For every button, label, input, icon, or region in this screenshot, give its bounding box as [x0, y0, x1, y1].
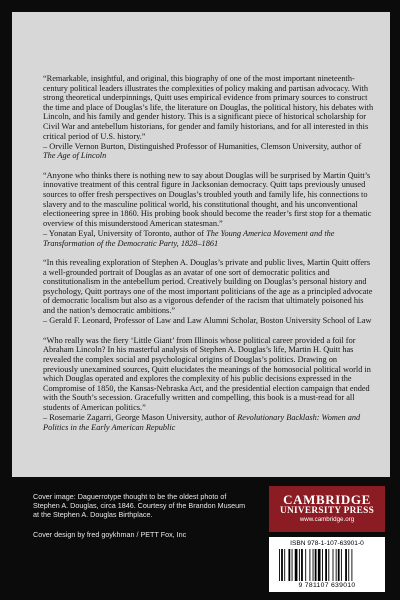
- barcode-number: 9 781107 639010: [298, 582, 356, 589]
- barcode-box: [269, 537, 385, 592]
- blurb-attribution: – Orville Vernon Burton, Distinguished Professor of Humanities, Clemson University, author of The Age of Lincoln: [43, 141, 362, 161]
- blurb-attribution: – Rosemarie Zagarri, George Mason University, author of Revolutionary Backlash: Women and Politics in the Early American Republic: [43, 413, 361, 432]
- blurb-text: “Who really was the fiery ‘Little Giant’ from Illinois whose political career provided a foil for Abraham Lincoln? In his masterful analysis of Stephen A. Douglas’s life, Martin H. Quitt has revealed the complex social and psychological origins of Douglas’s politics. Drawing on previously unexamined sources, Quitt elucidates the meanings of the homosocial political world in which Douglas operated and explores the complexity of his public decisions expressed in the Compromise of 1850, the Kansas-Nebraska Act, and the presidential election campaign that ended with the South’s secession. Gracefully written and compelling, this book is a must-read for all students of American politics.”: [43, 335, 371, 412]
- barcode-icon: [277, 549, 377, 581]
- publisher-url: www.cambridge.org: [299, 516, 355, 523]
- publisher-name: CAMBRIDGE: [283, 492, 371, 507]
- isbn-label: ISBN 978-1-107-63901-0: [290, 540, 364, 547]
- blurb-2: [43, 171, 374, 248]
- blurb-text: “In this revealing exploration of Stephen A. Douglas’s private and public lives, Martin Quitt offers a well-grounded portrait of Douglas as an avatar of one sort of democratic politics and constitutionalism in the antebellum period. Creatively building on Douglas’s personal history and psychology, Quitt portrays one of the most important politicians of the age as a principled advocate of democratic localism but also as a vigorous defender of the racism that ultimately poisoned his and the nation’s democratic ambitions.”: [43, 258, 373, 316]
- blurb-attribution: – Gerald F. Leonard, Professor of Law and Law Alumni Scholar, Boston University School of Law: [43, 316, 372, 326]
- endorsements-panel: [12, 12, 390, 477]
- blurb-3: [43, 258, 374, 326]
- blurb-1: [43, 74, 374, 161]
- blurb-attribution: – Yonatan Eyal, University of Toronto, author of The Young America Movement and the Transformation of the Democratic Party, 1828–1861: [43, 228, 335, 248]
- blurb-text: “Remarkable, insightful, and original, this biography of one of the most important nineteenth-century political leaders illustrates the complexities of policy making and partisan advocacy. With strong theoretical underpinnings, Quitt uses empirical evidence from primary sources to construct the time and place of Douglas’s life, the literature on Douglas, the political history, his debates with Lincoln, and his family and gender history. This is a significant piece of historical scholarship for Civil War and antebellum historians, for gender and family historians, and for all interested in this critical period of U.S. history.”: [43, 74, 374, 141]
- publisher-logo: [269, 486, 385, 532]
- cover-image-credit: Cover image: Daguerrotype thought to be the oldest photo of Stephen A. Douglas, circa 1846. Courtesy of the Brandon Museum at the Stephen A. Douglas Birthplace.: [33, 492, 246, 519]
- publisher-press: UNIVERSITY PRESS: [279, 506, 375, 516]
- blurb-4: [43, 336, 374, 432]
- blurb-text: “Anyone who thinks there is nothing new to say about Douglas will be surprised by Martin Quitt’s innovative treatment of this central figure in Jacksonian democracy. Quitt taps previously unused sources to offer fresh perspectives on Douglas’s troubled youth and family life, his connections to slavery and to the masculine political world, his constitutional thought, and his unconventional electioneering spree in 1860. His probing book should become the reader’s first stop for a thematic overview of this misunderstood American statesman.”: [43, 170, 372, 228]
- cover-credits: [33, 492, 253, 539]
- cover-design-credit: Cover design by fred goykhman / PETT Fox, Inc: [33, 530, 187, 539]
